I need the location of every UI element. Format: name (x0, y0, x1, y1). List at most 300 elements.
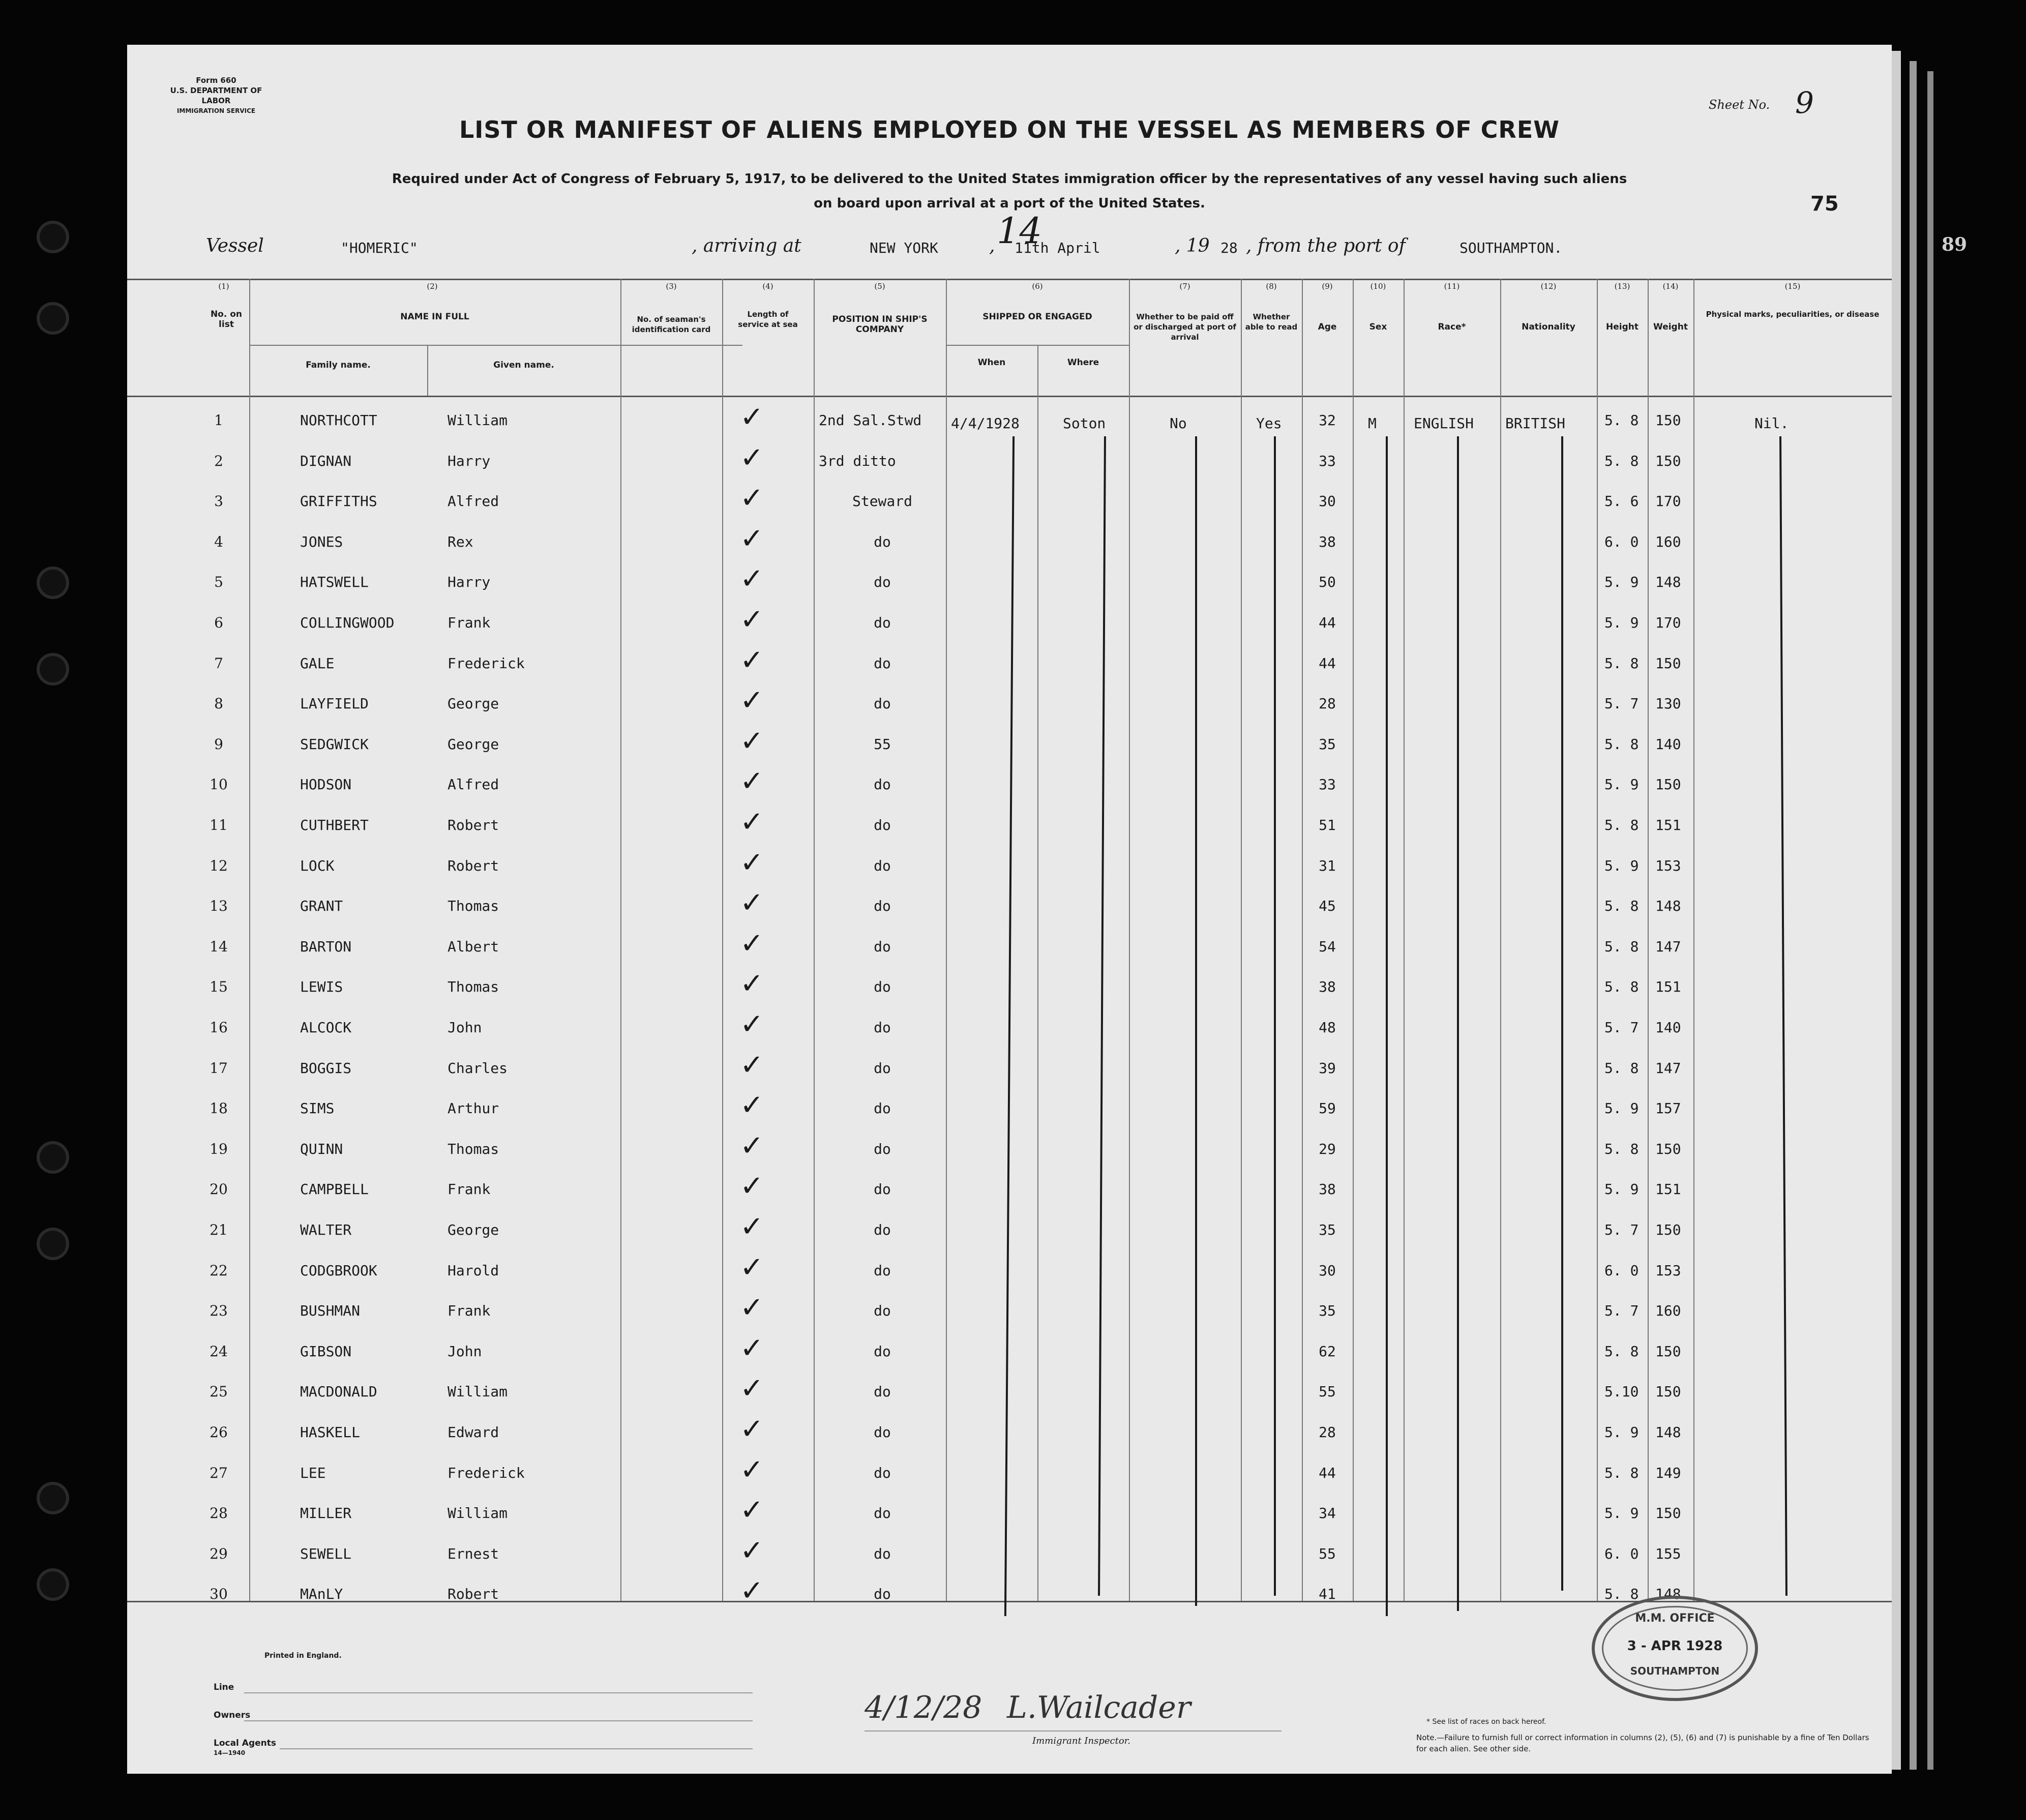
age: 59 (1319, 1100, 1336, 1117)
weight: 148 (1655, 898, 1681, 915)
vessel-name: "HOMERIC" (341, 240, 418, 256)
position: do (874, 978, 891, 996)
age: 44 (1319, 1464, 1336, 1481)
weight: 150 (1655, 1342, 1681, 1360)
position: 55 (874, 735, 891, 753)
family-name: HODSON (300, 776, 352, 793)
shipped-where: Soton (1063, 415, 1106, 432)
given-name: Robert (448, 817, 499, 833)
check-mark-icon: ✓ (740, 805, 764, 839)
given-name: Alfred (448, 493, 499, 510)
position: do (874, 574, 891, 591)
age: 30 (1319, 493, 1336, 510)
position: do (874, 1302, 891, 1320)
height: 5. 9 (1604, 1424, 1639, 1441)
page-edge-number: 89 (1942, 234, 1968, 255)
family-name: QUINN (300, 1140, 343, 1157)
family-name: COLLINGWOOD (300, 614, 395, 631)
given-name: Arthur (448, 1100, 499, 1117)
table-row (127, 1212, 1892, 1253)
header-no-on-list: No. on list (210, 309, 243, 330)
weight: 151 (1655, 978, 1681, 996)
row-number: 7 (214, 654, 223, 672)
age: 55 (1319, 1383, 1336, 1400)
page-title: LIST OR MANIFEST OF ALIENS EMPLOYED ON THE VESSEL AS MEMBERS OF CREW (459, 116, 1560, 143)
position: do (874, 1383, 891, 1400)
height: 5. 8 (1604, 654, 1639, 672)
age: 35 (1319, 735, 1336, 753)
row-number: 17 (210, 1059, 228, 1077)
given-name: George (448, 695, 499, 712)
form-meta (158, 75, 275, 116)
ditto-line-nationality (1561, 436, 1563, 1591)
age: 28 (1319, 1424, 1336, 1441)
sheet-number-label: Sheet No. (1709, 98, 1770, 112)
position: do (874, 1221, 891, 1238)
binder-hole (40, 570, 66, 596)
sex-value: M (1368, 415, 1377, 432)
check-mark-icon: ✓ (740, 967, 764, 1001)
able-read-value: Yes (1256, 415, 1282, 432)
position: do (874, 1545, 891, 1562)
check-mark-icon: ✓ (740, 522, 764, 555)
weight: 151 (1655, 1181, 1681, 1198)
height: 5. 9 (1604, 574, 1639, 591)
check-mark-icon: ✓ (740, 401, 764, 434)
check-mark-icon: ✓ (740, 684, 764, 718)
col-number-14: (14) (1662, 282, 1679, 291)
table-row (127, 1293, 1892, 1334)
family-name: GRANT (300, 898, 343, 915)
position: do (874, 1262, 891, 1279)
age: 32 (1319, 412, 1336, 429)
footer-form-code: 14—1940 (214, 1749, 246, 1756)
age: 41 (1319, 1586, 1336, 1603)
height: 5. 9 (1604, 1100, 1639, 1117)
given-name: Robert (448, 1586, 499, 1603)
given-name: Charles (448, 1059, 508, 1077)
family-name: SEWELL (300, 1545, 352, 1562)
given-name: Thomas (448, 1140, 499, 1157)
header-name-in-full: NAME IN FULL (400, 312, 469, 322)
age: 50 (1319, 574, 1336, 591)
table-row (127, 1172, 1892, 1212)
ditto-line-sex (1386, 436, 1388, 1616)
header-marks: Physical marks, peculiarities, or disease (1706, 310, 1880, 319)
row-number: 27 (210, 1464, 228, 1481)
department: U.S. DEPARTMENT OF LABOR (170, 86, 262, 105)
row-number: 8 (214, 695, 223, 712)
age: 30 (1319, 1262, 1336, 1279)
row-number: 25 (210, 1383, 228, 1400)
given-name: John (448, 1019, 482, 1036)
page-number: 75 (1810, 192, 1839, 216)
row-number: 21 (210, 1221, 228, 1238)
height: 5. 7 (1604, 695, 1639, 712)
weight: 148 (1655, 1586, 1681, 1603)
given-name: Edward (448, 1424, 499, 1441)
check-mark-icon: ✓ (740, 482, 764, 515)
table-row (127, 1374, 1892, 1415)
year: 28 (1220, 240, 1238, 256)
family-name: BOGGIS (300, 1059, 352, 1077)
page-edge (1910, 61, 1917, 1770)
weight: 153 (1655, 857, 1681, 874)
check-mark-icon: ✓ (740, 1574, 764, 1608)
check-mark-icon: ✓ (740, 562, 764, 596)
position: do (874, 817, 891, 833)
from-port-label: , from the port of (1246, 235, 1406, 256)
height: 6. 0 (1604, 1545, 1639, 1562)
family-name: JONES (300, 533, 343, 550)
inspector-date: 4/12/28 (865, 1690, 982, 1725)
printed-in: Printed in England. (264, 1652, 342, 1660)
height: 5. 8 (1604, 1059, 1639, 1077)
weight: 147 (1655, 1059, 1681, 1077)
vessel-label: Vessel (206, 235, 264, 256)
position: do (874, 938, 891, 955)
table-row (127, 1331, 1892, 1375)
footer-rule (244, 1692, 753, 1693)
weight: 170 (1655, 493, 1681, 510)
age: 55 (1319, 1545, 1336, 1562)
height: 5. 8 (1604, 978, 1639, 996)
family-name: HASKELL (300, 1424, 361, 1441)
weight: 151 (1655, 817, 1681, 833)
col-number-10: (10) (1370, 282, 1386, 291)
row-number: 19 (210, 1140, 228, 1157)
shipped-when: 4/4/1928 (951, 415, 1020, 432)
row-number: 12 (210, 857, 228, 874)
position: do (874, 1019, 891, 1036)
table-row (127, 484, 1892, 524)
given-name: George (448, 1221, 499, 1238)
age: 29 (1319, 1140, 1336, 1157)
table-row (127, 443, 1892, 484)
office-stamp (1592, 1596, 1758, 1701)
check-mark-icon: ✓ (740, 1534, 764, 1567)
binder-hole (40, 1144, 66, 1171)
header-height: Height (1606, 322, 1638, 332)
weight: 150 (1655, 1383, 1681, 1400)
header-position: POSITION IN SHIP'S COMPANY (832, 314, 928, 335)
header-weight: Weight (1653, 322, 1688, 332)
weight: 140 (1655, 735, 1681, 753)
footer-rule (244, 1720, 753, 1721)
given-name: Harry (448, 452, 491, 469)
height: 5. 8 (1604, 1342, 1639, 1360)
position: do (874, 1181, 891, 1198)
row-number: 24 (210, 1342, 228, 1360)
table-header-rule (127, 396, 1892, 397)
height: 5. 9 (1604, 776, 1639, 793)
arrival-date: 11th April (1015, 240, 1100, 256)
weight: 155 (1655, 1545, 1681, 1562)
position: do (874, 1140, 891, 1157)
name-subheader-rule (249, 345, 742, 346)
given-name: William (448, 1505, 508, 1522)
nationality-value: BRITISH (1505, 415, 1566, 432)
header-when: When (977, 357, 1006, 368)
age: 62 (1319, 1342, 1336, 1360)
given-name: George (448, 735, 499, 753)
position: do (874, 533, 891, 550)
subtitle-line-2: on board upon arrival at a port of the United States. (814, 196, 1205, 211)
family-name: NORTHCOTT (300, 412, 377, 429)
weight: 157 (1655, 1100, 1681, 1117)
inspector-label: Immigrant Inspector. (1032, 1736, 1131, 1746)
stamp-top-text: M.M. OFFICE (1635, 1612, 1715, 1625)
sheet-number: 9 (1795, 85, 1814, 120)
position: do (874, 614, 891, 631)
col-number-3: (3) (666, 282, 677, 291)
col-number-4: (4) (762, 282, 773, 291)
row-number: 22 (210, 1262, 228, 1279)
age: 54 (1319, 938, 1336, 955)
header-age: Age (1318, 322, 1337, 332)
col-number-9: (9) (1322, 282, 1333, 291)
age: 38 (1319, 533, 1336, 550)
height: 5. 6 (1604, 493, 1639, 510)
given-name: William (448, 412, 508, 429)
family-name: CAMPBELL (300, 1181, 369, 1198)
height: 5. 9 (1604, 614, 1639, 631)
family-name: GRIFFITHS (300, 493, 377, 510)
check-mark-icon: ✓ (740, 1413, 764, 1446)
family-name: CUTHBERT (300, 817, 369, 833)
height: 5. 7 (1604, 1019, 1639, 1036)
col-number-5: (5) (874, 282, 885, 291)
ditto-line-race (1457, 436, 1459, 1611)
col-number-6: (6) (1032, 282, 1043, 291)
age: 38 (1319, 978, 1336, 996)
family-name: LEWIS (300, 978, 343, 996)
row-number: 6 (214, 614, 223, 631)
age: 39 (1319, 1059, 1336, 1077)
row-number: 9 (214, 735, 223, 753)
separator: , (989, 235, 995, 256)
check-mark-icon: ✓ (740, 1291, 764, 1325)
weight: 140 (1655, 1019, 1681, 1036)
family-name: SIMS (300, 1100, 335, 1117)
position: do (874, 1059, 891, 1077)
position: do (874, 1586, 891, 1603)
age: 51 (1319, 817, 1336, 833)
height: 5. 8 (1604, 1586, 1639, 1603)
weight: 150 (1655, 412, 1681, 429)
stamp-bottom-text: SOUTHAMPTON (1630, 1665, 1720, 1677)
given-name: Harry (448, 574, 491, 591)
position: do (874, 1100, 891, 1117)
check-mark-icon: ✓ (740, 603, 764, 636)
given-name: Albert (448, 938, 499, 955)
position: 3rd ditto (819, 452, 896, 469)
arriving-label: , arriving at (692, 235, 801, 256)
manifest-sheet (127, 45, 1892, 1774)
age: 38 (1319, 1181, 1336, 1198)
header-race: Race* (1438, 322, 1466, 332)
weight: 148 (1655, 1424, 1681, 1441)
family-name: MAnLY (300, 1586, 343, 1603)
age: 33 (1319, 776, 1336, 793)
weight: 149 (1655, 1464, 1681, 1481)
given-name: Rex (448, 533, 473, 550)
height: 5. 8 (1604, 412, 1639, 429)
table-row (127, 767, 1892, 808)
row-number: 28 (210, 1505, 228, 1522)
table-row (127, 1455, 1892, 1496)
height: 5. 9 (1604, 857, 1639, 874)
check-mark-icon: ✓ (740, 724, 764, 758)
position: do (874, 1342, 891, 1360)
given-name: Frederick (448, 654, 525, 672)
position: do (874, 1424, 891, 1441)
age: 35 (1319, 1221, 1336, 1238)
age: 48 (1319, 1019, 1336, 1036)
weight: 150 (1655, 654, 1681, 672)
service: IMMIGRATION SERVICE (176, 107, 256, 114)
family-name: BUSHMAN (300, 1302, 361, 1320)
table-row (127, 1250, 1892, 1294)
age: 44 (1319, 654, 1336, 672)
row-number: 13 (210, 898, 228, 915)
row-number: 20 (210, 1181, 228, 1198)
given-name: Frank (448, 614, 491, 631)
height: 6. 0 (1604, 1262, 1639, 1279)
age: 28 (1319, 695, 1336, 712)
family-name: LAYFIELD (300, 695, 369, 712)
given-name: John (448, 1342, 482, 1360)
given-name: Thomas (448, 978, 499, 996)
race-note: * See list of races on back hereof. (1426, 1718, 1546, 1726)
col-number-7: (7) (1179, 282, 1190, 291)
family-name: LOCK (300, 857, 335, 874)
col-number-15: (15) (1784, 282, 1801, 291)
header-family-name: Family name. (306, 360, 371, 370)
weight: 130 (1655, 695, 1681, 712)
position: do (874, 1464, 891, 1481)
check-mark-icon: ✓ (740, 1048, 764, 1082)
height: 5. 7 (1604, 1302, 1639, 1320)
row-number: 11 (210, 817, 228, 833)
row-number: 15 (210, 978, 228, 996)
age: 34 (1319, 1505, 1336, 1522)
col-number-1: (1) (218, 282, 229, 291)
check-mark-icon: ✓ (740, 1008, 764, 1041)
height: 5. 8 (1604, 452, 1639, 469)
table-row (127, 724, 1892, 767)
arrival-port: NEW YORK (870, 240, 938, 256)
given-name: Frank (448, 1181, 491, 1198)
check-mark-icon: ✓ (740, 765, 764, 798)
from-port: SOUTHAMPTON. (1459, 240, 1563, 256)
table-row (127, 564, 1892, 605)
header-id-card: No. of seaman's identification card (632, 315, 711, 334)
stamp-date: 3 - APR 1928 (1627, 1638, 1723, 1654)
height: 6. 0 (1604, 533, 1639, 550)
weight: 153 (1655, 1262, 1681, 1279)
check-mark-icon: ✓ (740, 1250, 764, 1284)
family-name: ALCOCK (300, 1019, 352, 1036)
family-name: SEDGWICK (300, 735, 369, 753)
page-edge (1927, 71, 1933, 1770)
row-number: 3 (214, 493, 223, 510)
col-number-8: (8) (1266, 282, 1277, 291)
check-mark-icon: ✓ (740, 1210, 764, 1243)
check-mark-icon: ✓ (740, 1089, 764, 1122)
row-number: 23 (210, 1302, 228, 1320)
subtitle (346, 167, 1673, 216)
weight: 170 (1655, 614, 1681, 631)
col-number-12: (12) (1540, 282, 1557, 291)
row-number: 4 (214, 533, 223, 550)
family-name: WALTER (300, 1221, 352, 1238)
position: do (874, 898, 891, 915)
given-name: William (448, 1383, 508, 1400)
weight: 150 (1655, 1505, 1681, 1522)
height: 5. 7 (1604, 1221, 1639, 1238)
check-mark-icon: ✓ (740, 643, 764, 677)
check-mark-icon: ✓ (740, 1494, 764, 1527)
table-row (127, 1496, 1892, 1536)
family-name: DIGNAN (300, 452, 352, 469)
ditto-line-able-read (1274, 436, 1276, 1596)
header-shipped: SHIPPED OR ENGAGED (982, 312, 1092, 322)
given-name: Frank (448, 1302, 491, 1320)
col-number-13: (13) (1614, 282, 1630, 291)
page-edge (1892, 51, 1901, 1770)
check-mark-icon: ✓ (740, 1453, 764, 1486)
height: 5. 9 (1604, 1505, 1639, 1522)
given-name: Frederick (448, 1464, 525, 1481)
check-mark-icon: ✓ (740, 1331, 764, 1365)
check-mark-icon: ✓ (740, 441, 764, 474)
given-name: Robert (448, 857, 499, 874)
binder-hole (40, 1485, 66, 1511)
fine-note: Note.—Failure to furnish full or correct information in columns (2), (5), (6) and (7) is punishable by a fine of Ten Dollars for each alien. See other side. (1416, 1733, 1869, 1753)
col-number-11: (11) (1444, 282, 1460, 291)
table-row (127, 1536, 1892, 1577)
weight: 150 (1655, 1140, 1681, 1157)
weight: 147 (1655, 938, 1681, 955)
family-name: HATSWELL (300, 574, 369, 591)
age: 33 (1319, 452, 1336, 469)
ditto-line-paid-off (1195, 436, 1197, 1606)
height: 5. 8 (1604, 938, 1639, 955)
family-name: CODGBROOK (300, 1262, 377, 1279)
row-number: 10 (210, 776, 228, 793)
check-mark-icon: ✓ (740, 927, 764, 960)
given-name: Thomas (448, 898, 499, 915)
col-rule (427, 345, 428, 396)
header-where: Where (1067, 357, 1099, 368)
family-name: MACDONALD (300, 1383, 377, 1400)
weight: 160 (1655, 1302, 1681, 1320)
header-paid-off: Whether to be paid off or discharged at port of arrival (1134, 312, 1236, 342)
subtitle-line-1: Required under Act of Congress of February 5, 1917, to be delivered to the United States immigration officer by the representatives of any vessel having such aliens (392, 171, 1627, 187)
row-number: 2 (214, 452, 223, 469)
position: do (874, 695, 891, 712)
position: 2nd Sal.Stwd (819, 412, 922, 429)
row-number: 16 (210, 1019, 228, 1036)
handwritten-mark: 14 (997, 210, 1042, 252)
race-value: ENGLISH (1414, 415, 1474, 432)
position: do (874, 857, 891, 874)
family-name: GALE (300, 654, 335, 672)
family-name: GIBSON (300, 1342, 352, 1360)
age: 35 (1319, 1302, 1336, 1320)
table-row (127, 686, 1892, 727)
